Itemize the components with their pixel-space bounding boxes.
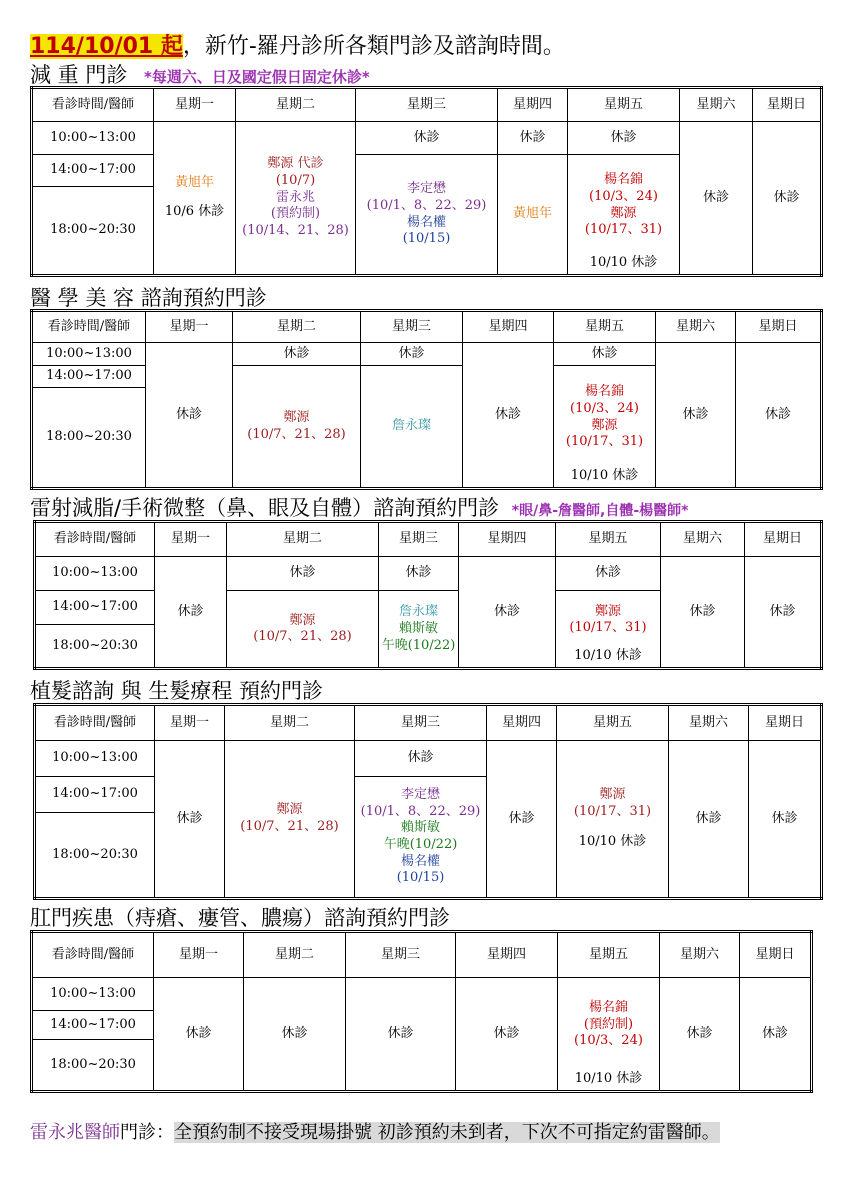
day-header: 星期四 xyxy=(456,932,558,978)
day-header: 星期日 xyxy=(753,88,822,122)
day-header: 星期日 xyxy=(736,311,822,343)
closed-cell: 休診 xyxy=(554,343,656,366)
day-header: 星期一 xyxy=(155,522,227,557)
day-header: 星期日 xyxy=(740,932,812,978)
day-header: 星期五 xyxy=(554,311,656,343)
date-range: (10/15) xyxy=(396,870,445,886)
time-header: 看診時間/醫師 xyxy=(32,932,154,978)
closure-note: 10/10 休診 xyxy=(574,648,642,664)
section-note: *眼/鼻-詹醫師,自體-楊醫師* xyxy=(511,503,689,519)
closed-cell: 休診 xyxy=(355,741,487,777)
date-range: (10/14、21、28) xyxy=(242,222,349,238)
weight-loss-schedule xyxy=(30,86,823,277)
section-anal-title xyxy=(30,902,450,932)
day-header: 星期二 xyxy=(227,522,379,557)
day-header: 星期五 xyxy=(556,522,661,557)
closed-cell: 休診 xyxy=(498,122,568,155)
section-note: *每週六、日及國定假日固定休診* xyxy=(144,68,370,86)
doctor-name: 賴斯敏 xyxy=(398,620,438,636)
date-range: (10/1、8、22、29) xyxy=(366,197,487,213)
time-slot: 18:00~20:30 xyxy=(35,813,155,899)
day-header: 星期四 xyxy=(459,522,556,557)
note: (預約制) xyxy=(583,1016,634,1032)
page-title xyxy=(30,29,565,60)
doctor-name: 楊名權 xyxy=(400,853,440,869)
closure-note: 10/10 休診 xyxy=(570,468,639,484)
closed-cell: 休診 xyxy=(233,343,361,366)
note: (預約制) xyxy=(270,206,321,222)
day-header: 星期三 xyxy=(346,932,456,978)
laser-schedule xyxy=(33,520,823,670)
closed-cell: 休診 xyxy=(556,556,661,591)
closed-cell: 休診 xyxy=(745,556,822,668)
day-header: 星期四 xyxy=(487,705,557,741)
time-header: 看診時間/醫師 xyxy=(32,311,146,343)
time-slot: 14:00~17:00 xyxy=(32,1011,154,1040)
fri-cell xyxy=(554,366,656,489)
time-slot: 14:00~17:00 xyxy=(32,155,154,187)
date-range: (10/1、8、22、29) xyxy=(360,803,481,819)
mon-cell xyxy=(154,122,236,276)
header-row xyxy=(35,522,822,557)
section-hair-title xyxy=(30,675,323,705)
doctor-name: 鄭源 xyxy=(599,787,626,803)
time-slot: 14:00~17:00 xyxy=(35,591,155,625)
closed-cell: 休診 xyxy=(736,343,822,489)
fri-cell xyxy=(558,978,660,1092)
closed-cell: 休診 xyxy=(155,556,227,668)
day-header: 星期五 xyxy=(568,88,680,122)
closed-cell: 休診 xyxy=(656,343,736,489)
section-aesthetic-title xyxy=(30,282,267,312)
closure-note: 10/10 休診 xyxy=(574,1071,643,1087)
closed-cell: 休診 xyxy=(740,978,812,1092)
doctor-name: 鄭源 xyxy=(594,603,621,619)
aesthetic-schedule xyxy=(30,309,823,490)
time-header: 看診時間/醫師 xyxy=(32,88,154,122)
day-header: 星期日 xyxy=(749,705,822,741)
date-range: (10/17、31) xyxy=(573,803,652,819)
closed-cell: 休診 xyxy=(568,122,680,155)
header-row xyxy=(35,705,822,741)
time-header: 看診時間/醫師 xyxy=(35,522,155,557)
date-range: (10/7、21、28) xyxy=(253,629,352,645)
tue-cell xyxy=(227,591,379,669)
section-title: 減 重 門診 xyxy=(30,63,128,87)
closure-note: 10/10 休診 xyxy=(578,834,647,850)
table-row xyxy=(32,122,822,155)
day-header: 星期二 xyxy=(244,932,346,978)
section-title: 醫 學 美 容 諮詢預約門診 xyxy=(30,286,267,310)
header-row xyxy=(32,932,812,978)
closed-cell: 休診 xyxy=(463,343,554,489)
time-slot: 18:00~20:30 xyxy=(32,1040,154,1092)
day-header: 星期六 xyxy=(680,88,753,122)
doctor-name: 李定懋 xyxy=(400,787,440,803)
date-range: (10/7、21、28) xyxy=(247,426,346,442)
effective-date: 114/10/01 起 xyxy=(30,34,183,59)
anal-schedule xyxy=(30,930,813,1093)
day-header: 星期一 xyxy=(154,932,244,978)
tue-cell xyxy=(236,122,356,276)
closed-cell: 休診 xyxy=(456,978,558,1092)
title-text: ，新竹-羅丹診所各類門診及諮詢時間。 xyxy=(182,34,565,59)
time-slot: 10:00~13:00 xyxy=(35,741,155,777)
date-range: (10/15) xyxy=(402,231,451,247)
closed-cell: 休診 xyxy=(487,741,557,899)
closed-cell: 休診 xyxy=(356,122,498,155)
closed-cell: 休診 xyxy=(146,343,233,489)
time-slot: 10:00~13:00 xyxy=(32,978,154,1011)
date-range: (10/3、24) xyxy=(570,400,639,416)
time-slot: 14:00~17:00 xyxy=(32,366,146,388)
closure-note: 10/6 休診 xyxy=(164,204,225,219)
day-header: 星期一 xyxy=(146,311,233,343)
date-range: (10/3、24) xyxy=(589,188,658,204)
doctor-name: 黃旭年 xyxy=(174,175,214,191)
doctor-name: 李定懋 xyxy=(406,181,446,197)
closed-cell: 休診 xyxy=(753,122,822,276)
closed-cell: 休診 xyxy=(227,556,379,591)
section-title: 肛門疾患（痔瘡、瘻管、膿瘍）諮詢預約門診 xyxy=(30,906,450,930)
header-row xyxy=(32,88,822,122)
time-slot: 10:00~13:00 xyxy=(35,556,155,591)
header-row xyxy=(32,311,822,343)
closed-cell: 休診 xyxy=(661,556,745,668)
doctor-name: 雷永兆醫師 xyxy=(30,1122,120,1143)
date-range: 午晚(10/22) xyxy=(383,837,458,852)
date-range: 午晚(10/22) xyxy=(381,637,456,653)
doctor-name: 詹永璨 xyxy=(398,604,438,620)
section-weight-loss-title xyxy=(30,59,370,89)
section-laser-title xyxy=(30,492,688,522)
day-header: 星期六 xyxy=(661,522,745,557)
tue-cell xyxy=(233,366,361,489)
day-header: 星期二 xyxy=(236,88,356,122)
wed-cell xyxy=(355,777,487,899)
day-header: 星期一 xyxy=(154,88,236,122)
day-header: 星期四 xyxy=(498,88,568,122)
date-range: (10/17、31) xyxy=(565,434,644,450)
closed-cell: 休診 xyxy=(660,978,740,1092)
day-header: 星期三 xyxy=(355,705,487,741)
time-slot: 10:00~13:00 xyxy=(32,122,154,155)
day-header: 星期六 xyxy=(656,311,736,343)
closed-cell: 休診 xyxy=(244,978,346,1092)
date-range: (10/17、31) xyxy=(569,620,647,636)
table-row xyxy=(32,978,812,1011)
table-row xyxy=(35,741,822,777)
date-range: (10/17、31) xyxy=(584,222,663,238)
doctor-name: 詹永璨 xyxy=(361,366,463,489)
day-header: 星期一 xyxy=(155,705,225,741)
footer-clinic: 門診： xyxy=(120,1122,174,1143)
closed-cell: 休診 xyxy=(361,343,463,366)
doctor-name: 鄭源 xyxy=(610,205,637,221)
wed-cell xyxy=(356,155,498,276)
date-range: (10/3、24) xyxy=(574,1033,643,1049)
fri-cell xyxy=(556,591,661,669)
doctor-name: 雷永兆 xyxy=(275,189,315,205)
doctor-name: 鄭源 代診 xyxy=(267,156,324,172)
closed-cell: 休診 xyxy=(459,556,556,668)
time-slot: 14:00~17:00 xyxy=(35,777,155,813)
time-slot: 18:00~20:30 xyxy=(32,388,146,489)
closed-cell: 休診 xyxy=(680,122,753,276)
day-header: 星期二 xyxy=(225,705,355,741)
closed-cell: 休診 xyxy=(154,978,244,1092)
section-title: 雷射減脂/手術微整（鼻、眼及自體）諮詢預約門診 xyxy=(30,496,500,520)
doctor-name: 楊名錦 xyxy=(584,384,624,400)
closed-cell: 休診 xyxy=(669,741,749,899)
footer-text: 全預約制不接受現場掛號 初診預約未到者，下次不可指定約雷醫師。 xyxy=(174,1122,720,1143)
table-row xyxy=(35,556,822,591)
day-header: 星期三 xyxy=(361,311,463,343)
date-range: (10/7) xyxy=(275,173,316,189)
closed-cell: 休診 xyxy=(155,741,225,899)
doctor-name: 賴斯敏 xyxy=(400,820,440,836)
closed-cell: 休診 xyxy=(346,978,456,1092)
day-header: 星期四 xyxy=(463,311,554,343)
closed-cell: 休診 xyxy=(749,741,822,899)
fri-cell xyxy=(568,155,680,276)
doctor-name: 楊名錦 xyxy=(588,1000,628,1016)
time-slot: 18:00~20:30 xyxy=(32,187,154,276)
day-header: 星期二 xyxy=(233,311,361,343)
wed-cell xyxy=(379,591,459,669)
doctor-name: 鄭源 xyxy=(276,802,303,818)
doctor-name: 黃旭年 xyxy=(498,155,568,276)
day-header: 星期日 xyxy=(745,522,822,557)
closed-cell: 休診 xyxy=(379,556,459,591)
fri-cell xyxy=(557,741,669,899)
day-header: 星期五 xyxy=(558,932,660,978)
doctor-name: 鄭源 xyxy=(591,417,618,433)
time-slot: 18:00~20:30 xyxy=(35,625,155,669)
hair-schedule xyxy=(33,703,823,900)
section-title: 植髮諮詢 與 生髮療程 預約門診 xyxy=(30,679,324,703)
footer-note xyxy=(30,1118,720,1144)
day-header: 星期五 xyxy=(557,705,669,741)
time-header: 看診時間/醫師 xyxy=(35,705,155,741)
table-row xyxy=(32,343,822,366)
tue-cell xyxy=(225,741,355,899)
doctor-name: 鄭源 xyxy=(283,409,310,425)
day-header: 星期三 xyxy=(356,88,498,122)
doctor-name: 楊名權 xyxy=(406,214,446,230)
doctor-name: 鄭源 xyxy=(289,612,316,628)
date-range: (10/7、21、28) xyxy=(240,819,339,834)
doctor-name: 楊名錦 xyxy=(603,172,643,188)
day-header: 星期三 xyxy=(379,522,459,557)
day-header: 星期六 xyxy=(669,705,749,741)
day-header: 星期六 xyxy=(660,932,740,978)
closure-note: 10/10 休診 xyxy=(589,255,658,271)
time-slot: 10:00~13:00 xyxy=(32,343,146,366)
